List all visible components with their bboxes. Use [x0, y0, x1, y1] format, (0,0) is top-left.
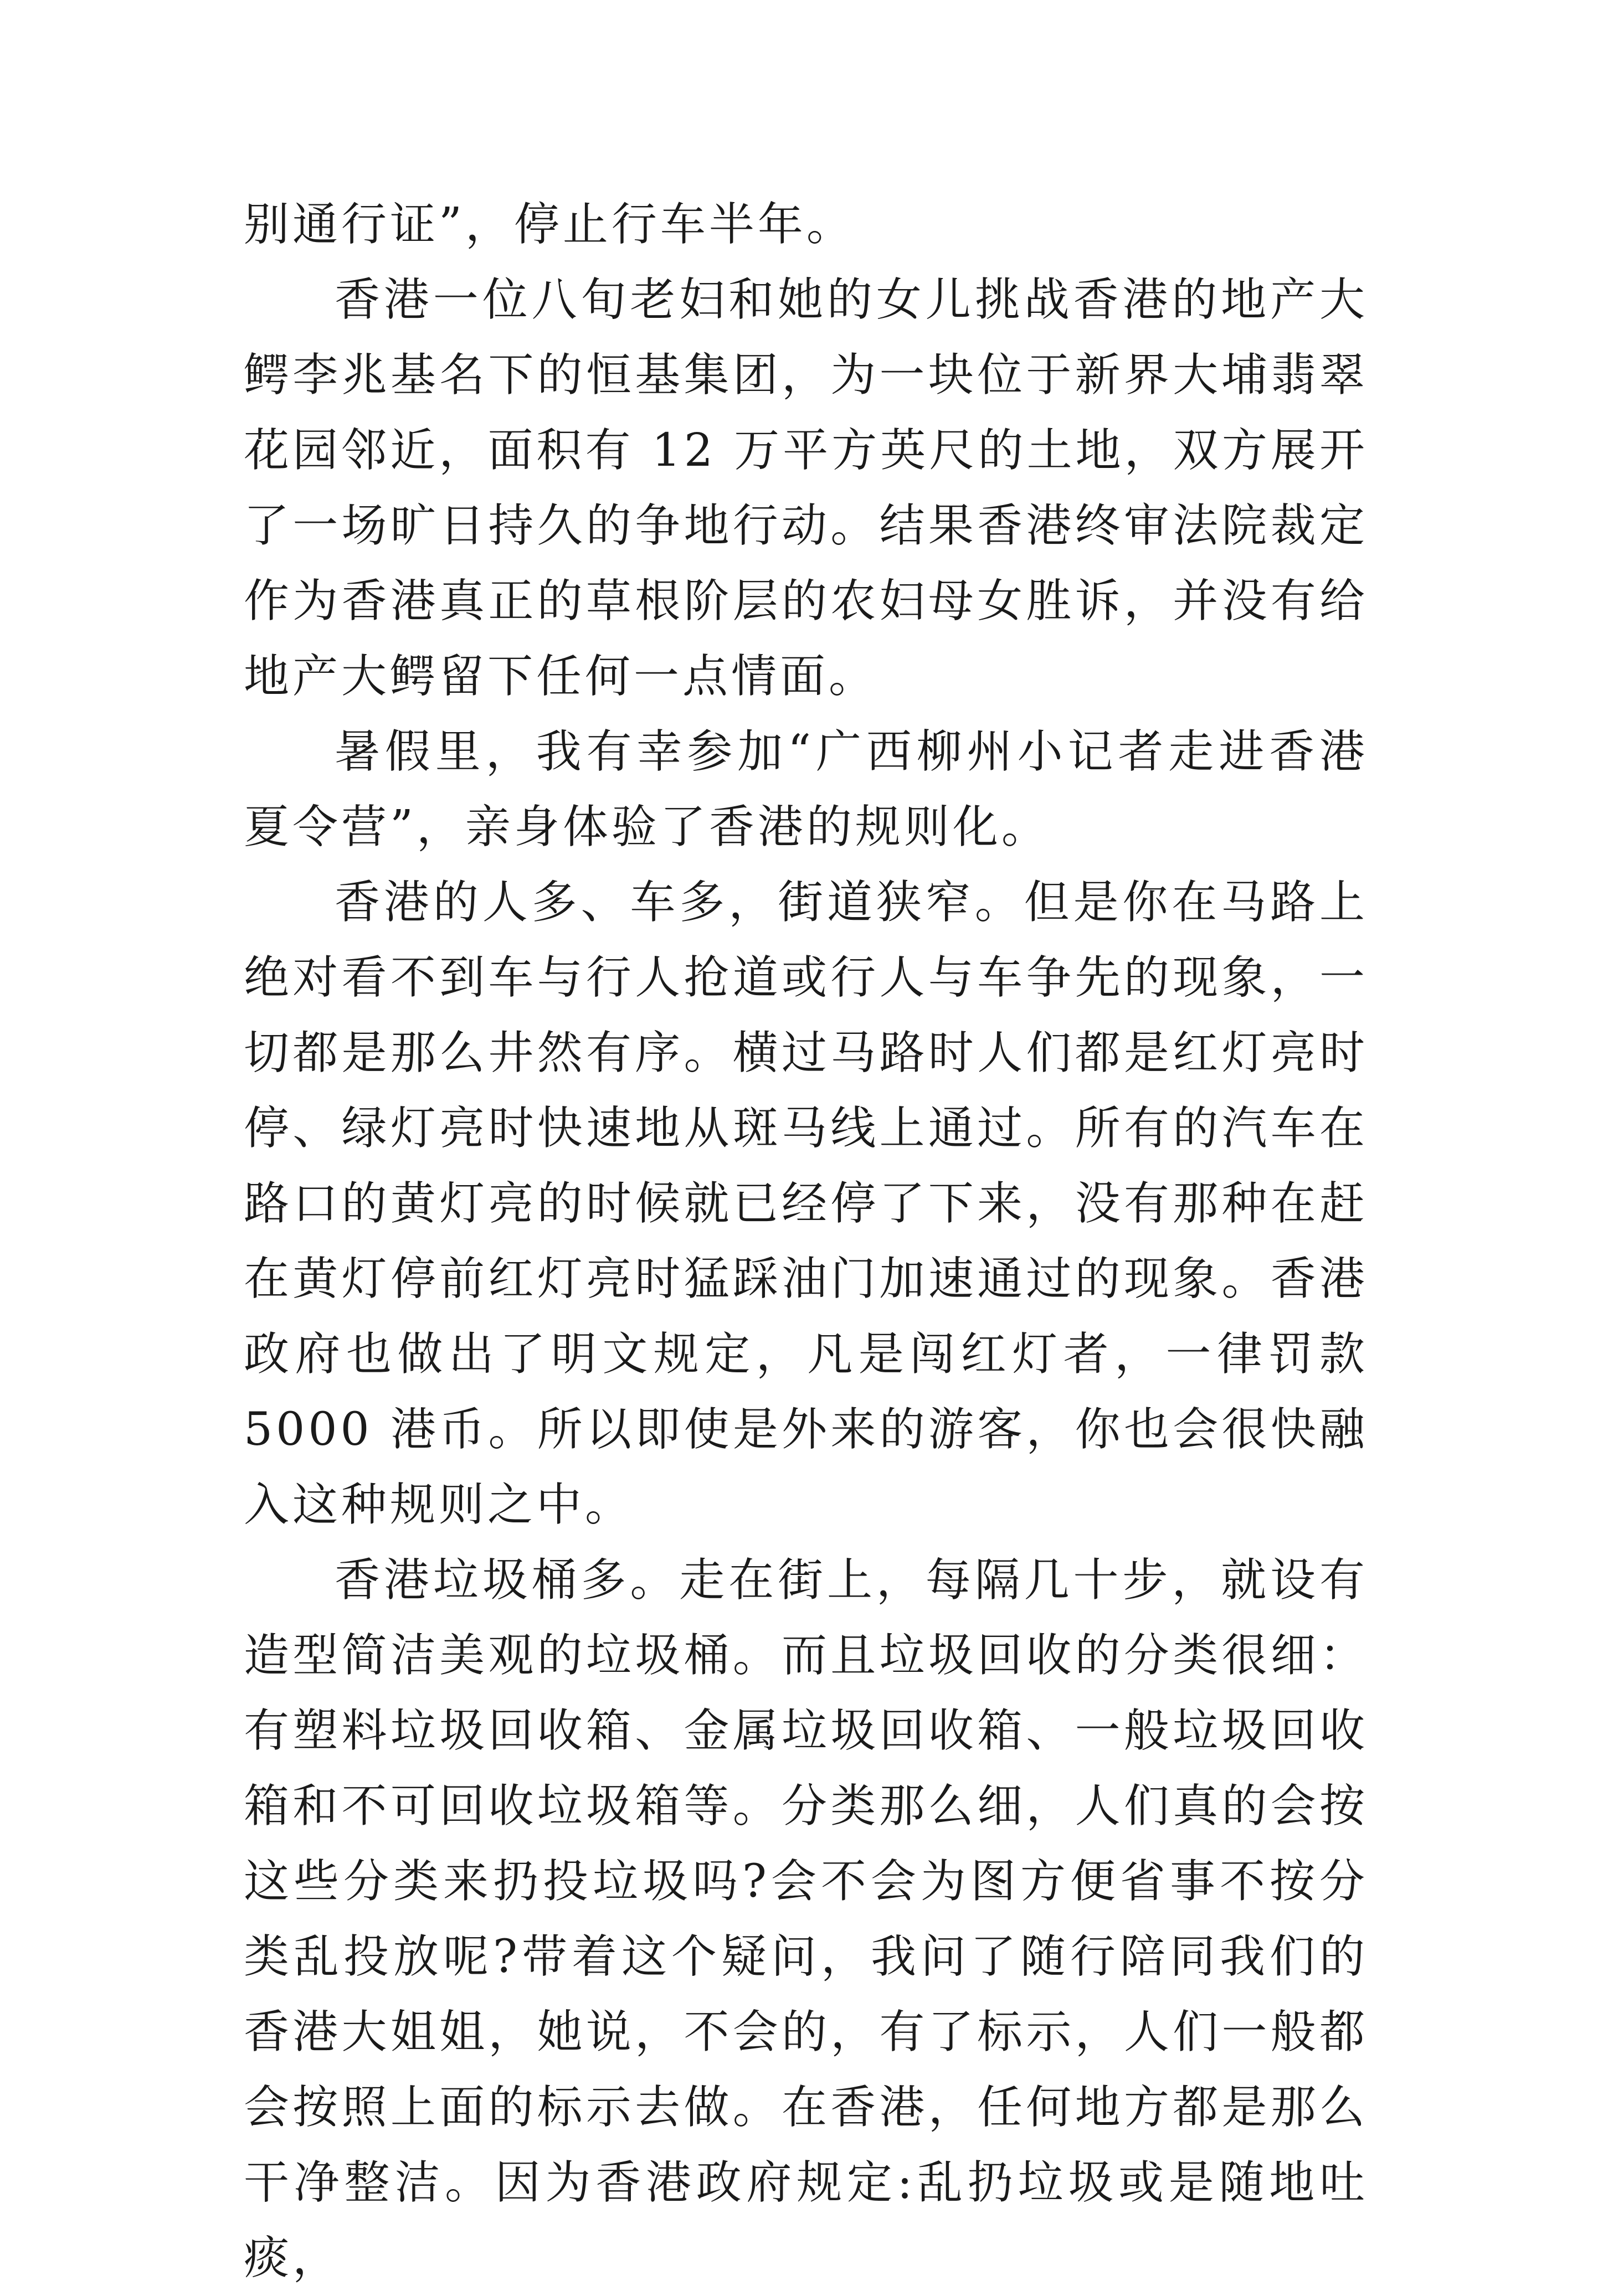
paragraph-garbage-bins: 香港垃圾桶多。走在街上，每隔几十步，就设有造型简洁美观的垃圾桶。而且垃圾回收的分类很细：有塑料垃圾回收箱、金属垃圾回收箱、一般垃圾回收箱和不可回收垃圾箱等。分类那么细，人们真的会按这些分类来扔投垃圾吗?会不会为图方便省事不按分类乱投放呢?带着这个疑问，我问了随行陪同我们的香港大姐姐，她说，不会的，有了标示，人们一般都会按照上面的标示去做。在香港，任何地方都是那么干净整洁。因为香港政府规定:乱扔垃圾或是随地吐痰，	[244, 1554, 1368, 2284]
paragraph-summer-camp: 暑假里，我有幸参加“广西柳州小记者走进香港夏令营”，亲身体验了香港的规则化。	[244, 725, 1368, 853]
paragraph-continuation: 别通行证”，停止行车半年。	[244, 198, 855, 251]
paragraph-traffic-rules: 香港的人多、车多，街道狭窄。但是你在马路上绝对看不到车与行人抢道或行人与车争先的现象，一切都是那么井然有序。横过马路时人们都是红灯亮时停、绿灯亮时快速地从斑马线上通过。所有的汽车在路口的黄灯亮的时候就已经停了下来，没有那种在赶在黄灯停前红灯亮时猛踩油门加速通过的现象。香港政府也做出了明文规定，凡是闯红灯者，一律罚款 5000 港币。所以即使是外来的游客，你也会很快融入这种规则之中。	[244, 876, 1368, 1531]
paragraph-land-dispute: 香港一位八旬老妇和她的女儿挑战香港的地产大鳄李兆基名下的恒基集团，为一块位于新界大埔翡翠花园邻近，面积有 12 万平方英尺的土地，双方展开了一场旷日持久的争地行动。结果香港终审法院裁定作为香港真正的草根阶层的农妇母女胜诉，并没有给地产大鳄留下任何一点情面。	[244, 274, 1368, 703]
body-text	[244, 187, 1368, 2296]
